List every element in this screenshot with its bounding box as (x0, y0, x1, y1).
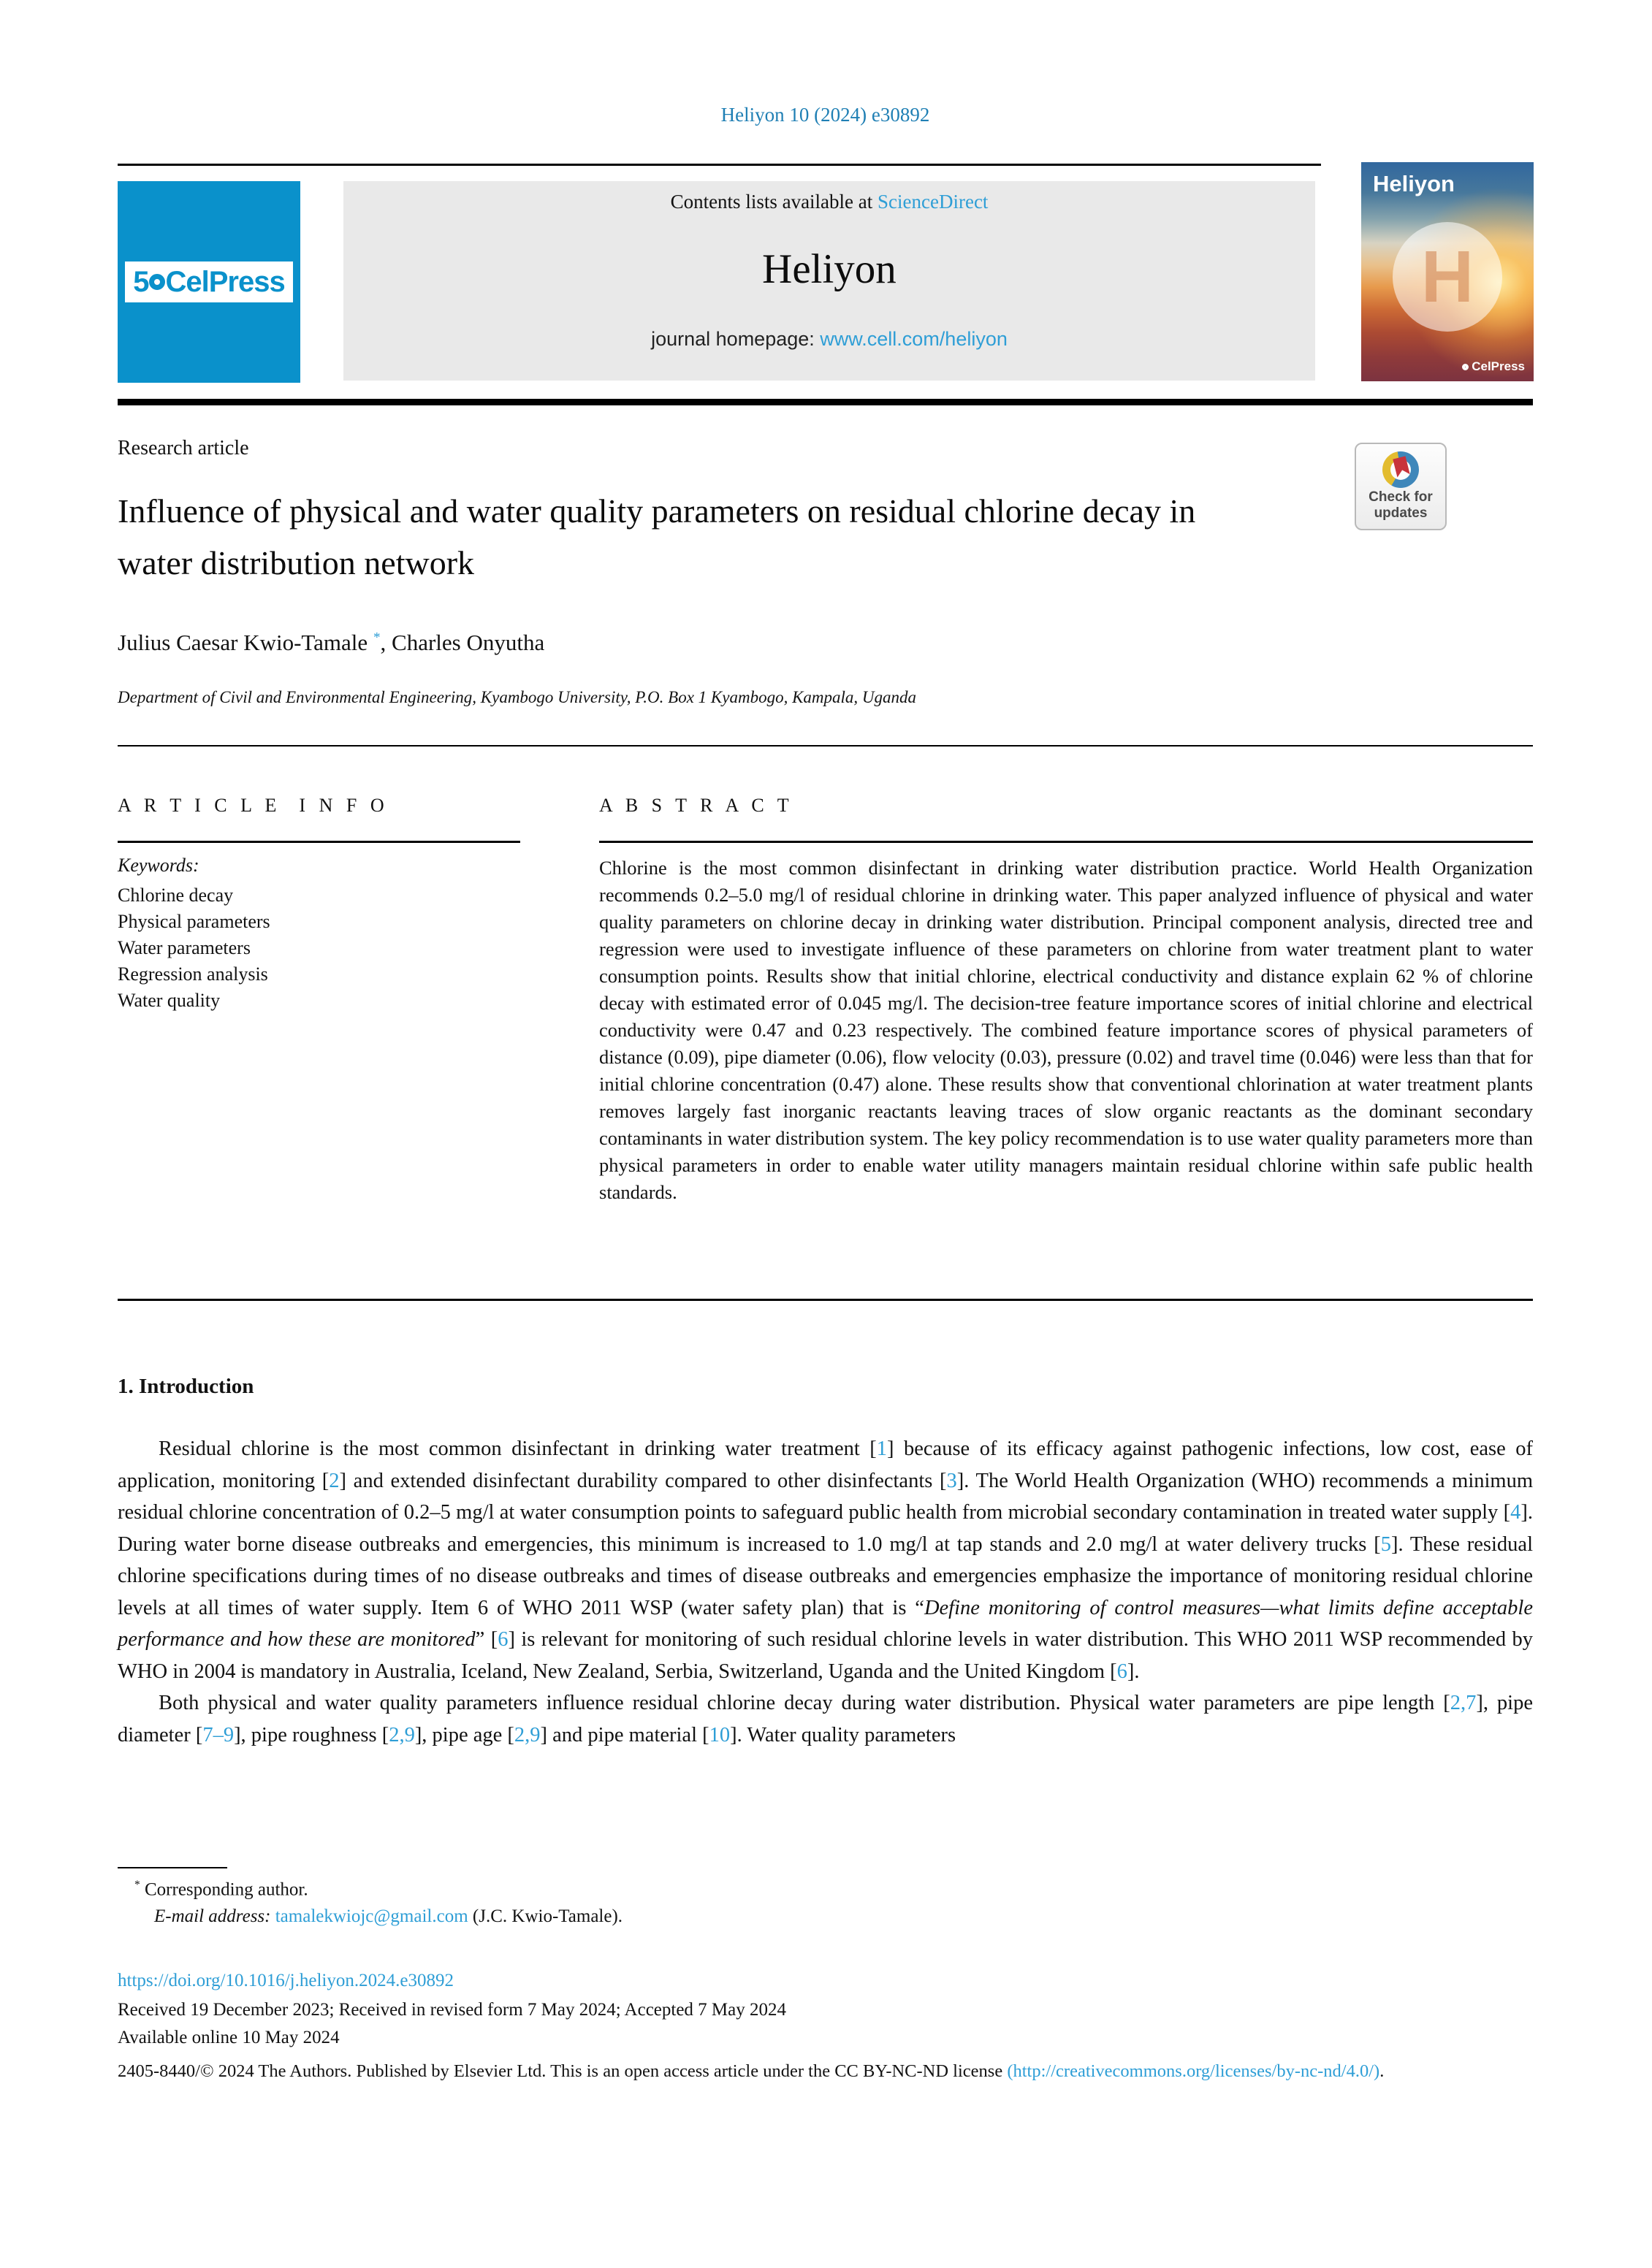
inline-link[interactable]: 1 (876, 1437, 888, 1460)
homepage-line (343, 328, 1315, 351)
text-segment: ]. During water borne disease outbreaks and emergencies, this minimum is increased to 1.0 mg/l at tap stands and 2.0 mg/l at water delivery trucks [ (118, 1501, 1533, 1556)
inline-link[interactable]: 3 (946, 1469, 957, 1492)
badge-label-line1: Check for (1369, 489, 1433, 505)
badge-label-line2: updates (1374, 505, 1428, 521)
keyword-item: Physical parameters (118, 911, 270, 932)
text-segment: * (134, 1879, 140, 1891)
text-segment: ], pipe roughness [ (234, 1723, 389, 1746)
text-segment: Contents lists available at (670, 191, 878, 213)
inline-link[interactable]: 2,9 (389, 1723, 415, 1746)
doi-url[interactable]: https://doi.org/10.1016/j.heliyon.2024.e30892 (118, 1971, 454, 1990)
article-info-heading: A R T I C L E I N F O (118, 795, 389, 816)
inline-link[interactable]: 2 (329, 1469, 340, 1492)
inline-link[interactable]: * (373, 630, 381, 646)
inline-link[interactable]: www.cell.com/heliyon (820, 328, 1008, 350)
contents-line (343, 191, 1315, 213)
article-info-heading-rule (118, 841, 520, 843)
keywords-label: Keywords: (118, 855, 199, 876)
introduction-body (118, 1433, 1533, 1751)
keywords-list (118, 882, 270, 1014)
check-for-updates-badge[interactable] (1355, 443, 1447, 530)
abstract-heading: A B S T R A C T (599, 795, 793, 816)
cover-circle (1393, 222, 1502, 332)
authors-line (118, 630, 544, 656)
text-segment: ], pipe age [ (414, 1723, 514, 1746)
text-segment: 2405-8440/© 2024 The Authors. Published by Elsevier Ltd. This is an open access article under the CC BY-NC-ND license (118, 2061, 1008, 2081)
check-for-updates-label (1356, 489, 1445, 522)
text-segment: Define monitoring of control measures—what limits define acceptable performance and how these are monitored (118, 1596, 1533, 1651)
text-segment: ], pipe diameter [ (118, 1692, 1534, 1746)
inline-link[interactable]: tamalekwiojc@gmail.com (275, 1906, 468, 1926)
cellpress-logo-box (118, 181, 300, 383)
journal-cover-thumbnail (1361, 162, 1534, 381)
affiliation: Department of Civil and Environmental Engineering, Kyambogo University, P.O. Box 1 Kyambogo, Kampala, Uganda (118, 688, 917, 706)
text-segment: ]. The World Health Organization (WHO) recommends a minimum residual chlorine concentration of 0.2–5 mg/l at water consumption points to safeguard public health from microbial secondary contamination in treated water supply [ (118, 1469, 1533, 1524)
keyword-item: Regression analysis (118, 963, 268, 985)
inline-link[interactable]: 2,9 (514, 1723, 541, 1746)
keyword-item: Water quality (118, 990, 221, 1011)
doi-link[interactable] (118, 1971, 454, 1991)
keyword-item: Chlorine decay (118, 885, 234, 906)
text-segment: ] because of its efficacy against pathogenic infections, low cost, ease of application, monitoring [ (118, 1437, 1533, 1492)
text-segment: Corresponding author. (140, 1879, 308, 1900)
text-segment: ]. Water quality parameters (730, 1723, 956, 1746)
text-segment: , Charles Onyutha (380, 630, 545, 655)
article-type-label: Research article (118, 437, 249, 459)
inline-link[interactable]: 5 (1380, 1532, 1391, 1556)
text-segment (368, 630, 373, 655)
text-segment: . (1379, 2061, 1385, 2081)
email-line (154, 1906, 623, 1927)
inline-link[interactable]: 10 (709, 1723, 731, 1746)
cover-cellpress-label: CelPress (1472, 359, 1525, 373)
inline-link[interactable]: 4 (1510, 1501, 1521, 1524)
inline-link[interactable]: 6 (498, 1628, 509, 1651)
banner-bottom-rule (118, 399, 1533, 405)
text-segment: ] is relevant for monitoring of such residual chlorine levels in water distribution. This WHO 2011 WSP recommended by WHO in 2004 is mandatory in Australia, Iceland, New Zealand, Serbia, Switzerland, Uganda and the United Kingdom [ (118, 1628, 1534, 1683)
cellpress-logo-band (125, 261, 293, 302)
text-segment: Julius Caesar Kwio-Tamale (118, 630, 368, 655)
abstract-text: Chlorine is the most common disinfectant in drinking water distribution practice. World Health Organization recommends 0.2–5.0 mg/l of residual chlorine in drinking water. This paper analyzed influence of physical and water quality parameters on chlorine decay in drinking water distribution. Principal component analysis, directed tree and regression were used to investigate influence of these parameters on chlorine from water treatment plant to water consumption points. Results show that initial chlorine, electrical conductivity and distance explain 62 % of chlorine decay with estimated error of 0.045 mg/l. The decision-tree feature importance scores of initial chlorine and electrical conductivity were 0.47 and 0.23 respectively. The combined feature importance scores of physical parameters of distance (0.09), pipe diameter (0.06), flow velocity (0.03), pressure (0.02) and travel time (0.046) were less than that for initial chlorine concentration (0.47) alone. These results show that conventional chlorination at water treatment plants removes largely fast inorganic reactants leaving traces of slow organic reactants as the dominant secondary contaminants in water distribution system. The key policy recommendation is to use water quality parameters more than physical parameters in order to enable water utility managers maintain residual chlorine within safe public health standards. (599, 857, 1533, 1203)
keyword-item: Water parameters (118, 937, 251, 958)
info-block-bottom-rule (118, 1299, 1533, 1301)
footnote-rule (118, 1867, 227, 1868)
journal-banner (343, 181, 1315, 381)
cellpress-logo-prefix: 5 (133, 265, 149, 298)
received-dates: Received 19 December 2023; Received in revised form 7 May 2024; Accepted 7 May 2024 (118, 2000, 787, 2020)
text-segment: (J.C. Kwio-Tamale). (468, 1906, 623, 1926)
introduction-paragraph (118, 1433, 1533, 1687)
text-segment: ] and extended disinfectant durability compared to other disinfectants [ (339, 1469, 947, 1492)
abstract-heading-rule (599, 841, 1533, 843)
cellpress-ring-icon (1462, 364, 1469, 370)
inline-link[interactable]: 6 (1116, 1660, 1127, 1683)
inline-link[interactable]: (http://creativecommons.org/licenses/by-nc-nd/4.0/) (1007, 2061, 1380, 2081)
copyright-line (118, 2058, 1533, 2085)
text-segment: Both physical and water quality parameters influence residual chlorine decay during water distribution. Physical water parameters are pipe length [ (159, 1692, 1450, 1714)
text-segment: E-mail address: (154, 1906, 275, 1926)
inline-link[interactable]: ScienceDirect (878, 191, 989, 213)
info-block-top-rule (118, 745, 1533, 747)
cover-cellpress-mark (1462, 359, 1525, 374)
corresponding-author-note (134, 1879, 308, 1900)
available-online: Available online 10 May 2024 (118, 2028, 340, 2047)
top-rule (118, 164, 1321, 166)
text-segment: ]. These residual chlorine specifications during times of no disease outbreaks and times of disease outbreaks and emergencies emphasize the importance of monitoring residual chlorine levels at all times of water supply. Item 6 of WHO 2011 WSP (water safety plan) that is “ (118, 1532, 1533, 1619)
inline-link[interactable]: 7–9 (202, 1723, 235, 1746)
inline-link[interactable]: 2,7 (1450, 1692, 1477, 1714)
cellpress-logo (133, 266, 284, 299)
cellpress-logo-name: CelPress (165, 265, 285, 298)
introduction-paragraph (118, 1687, 1533, 1751)
text-segment: ] and pipe material [ (540, 1723, 709, 1746)
section-heading-introduction: 1. Introduction (118, 1375, 254, 1398)
cover-journal-title: Heliyon (1373, 171, 1455, 196)
journal-reference: Heliyon 10 (2024) e30892 (720, 104, 930, 126)
cover-h-monogram: H (1420, 236, 1474, 318)
crossmark-ring-icon (1382, 451, 1419, 488)
cellpress-ring-icon (149, 274, 165, 290)
text-segment: Residual chlorine is the most common disinfectant in drinking water treatment [ (159, 1437, 877, 1460)
article-title: Influence of physical and water quality parameters on residual chlorine decay in water distribution network (118, 492, 1196, 581)
text-segment: ]. (1127, 1660, 1140, 1683)
journal-banner-title: Heliyon (762, 246, 897, 292)
text-segment: ” [ (475, 1628, 498, 1651)
text-segment: journal homepage: (651, 328, 821, 350)
